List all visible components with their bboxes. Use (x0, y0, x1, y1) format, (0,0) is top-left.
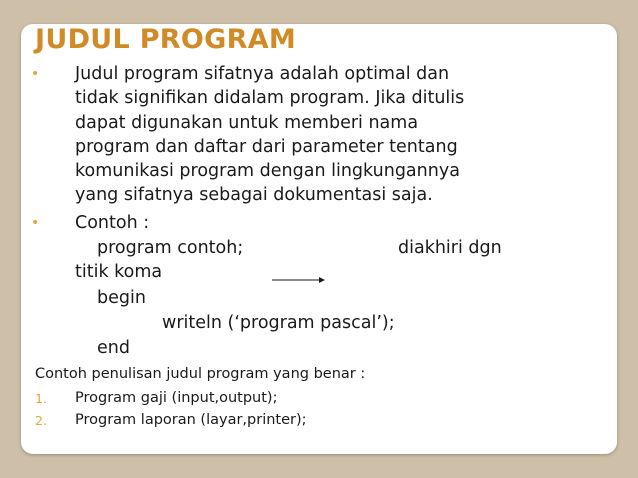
paragraph-line: yang sifatnya sebagai dokumentasi saja. (75, 185, 433, 206)
list-intro: Contoh penulisan judul program yang benar : (35, 366, 366, 382)
list-number: 1. (35, 391, 47, 406)
paragraph-line: dapat digunakan untuk memberi nama (75, 112, 419, 133)
paragraph-line: Judul program sifatnya adalah optimal dan (75, 64, 450, 84)
code-note: diakhiri dgn (398, 238, 502, 258)
example-label: Contoh : (75, 213, 150, 233)
code-end: end (97, 338, 130, 358)
arrow-icon (272, 274, 326, 286)
paragraph-line: komunikasi program dengan lingkungannya (75, 161, 460, 182)
list-item: Program gaji (input,output); (75, 390, 278, 406)
bullet-paragraph (75, 62, 575, 208)
slide-title: JUDUL PROGRAM (35, 24, 297, 55)
paragraph-line: program dan daftar dari parameter tentang (75, 136, 458, 157)
bullet-dot: • (31, 66, 40, 82)
list-number: 2. (35, 413, 47, 428)
code-writeln: writeln (‘program pascal’); (162, 313, 395, 333)
bullet-dot: • (31, 215, 40, 231)
paragraph-line: tidak signifikan didalam program. Jika ditulis (75, 88, 465, 109)
code-begin: begin (97, 288, 146, 308)
code-note-continued: titik koma (75, 262, 163, 282)
list-item: Program laporan (layar,printer); (75, 412, 307, 428)
code-line-program: program contoh; (97, 238, 244, 258)
